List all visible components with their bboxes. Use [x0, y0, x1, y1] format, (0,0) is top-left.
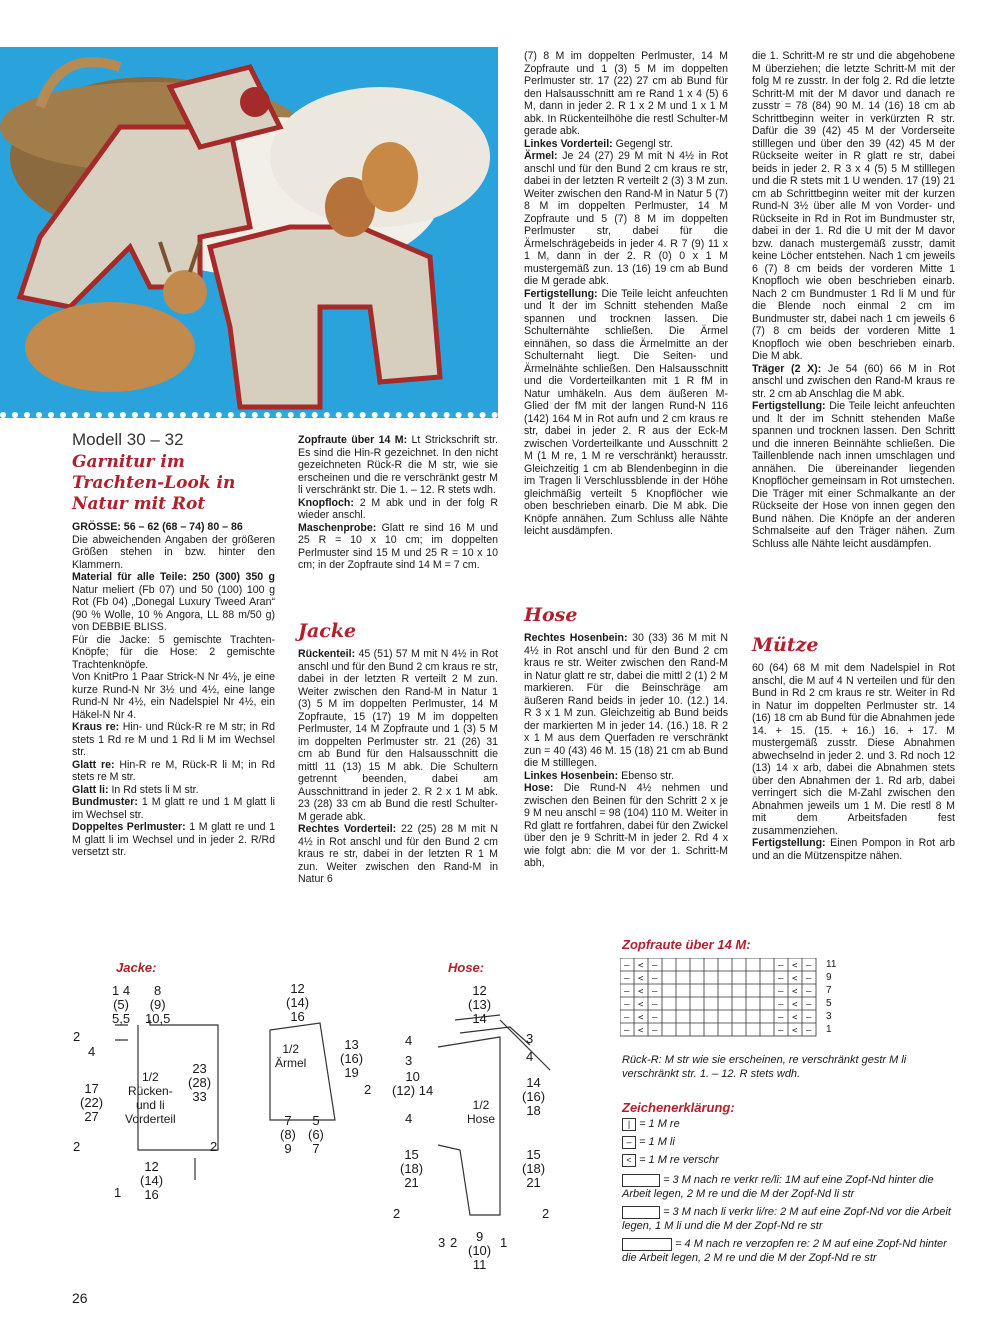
- hose-top: 12 (13) 14: [468, 983, 492, 1026]
- jacke-heading: Jacke: [298, 620, 357, 642]
- paragraph: Fertigstellung: Einen Pompon in Rot arb und an die Mützenspitze nähen.: [752, 837, 955, 862]
- chart-cell: –: [652, 1000, 658, 1010]
- chart-cell: <: [638, 1026, 644, 1036]
- paragraph: Fertigstellung: Die Teile leicht anfeuchten und lt der im Schnitt stehenden Maße spannen und trocknen lassen. Den Schritt und die inneren Beinnähte schließen. Die Taillenblende nach innen umschlagen und annähen. Die übereinander liegenden Knopflöcher gemeinsam in Rot umstechen. Die Träger mit einer Schmalkante an der Rückseite der Hose von innen gegen den Bund nähen. Die Knöpfe an der anderen Schmalseite auf den Träger nähen. Zum Schluss alle Nähte leicht ausdämpfen.: [752, 400, 955, 550]
- purl-symbol-icon: –: [622, 1136, 636, 1149]
- legend-item-verschr: < = 1 M re verschr: [622, 1153, 719, 1167]
- chart-cell: –: [652, 974, 658, 984]
- paragraph: Die abweichenden Angaben der größeren Größen stehen in bzw. hinter den Klammern.: [72, 533, 275, 571]
- cable-left-symbol-icon: [622, 1206, 660, 1219]
- chart-cell: <: [638, 974, 644, 984]
- jacke-bottom: 12 (14) 16: [140, 1159, 164, 1202]
- chart-cell: –: [806, 961, 812, 971]
- chart-cell: <: [638, 1000, 644, 1010]
- chart-cell: –: [806, 1013, 812, 1023]
- paragraph: Linkes Vorderteil: Gegengl str.: [524, 137, 673, 150]
- jacke-top-right-dim: 8 (9) 10,5: [145, 983, 171, 1026]
- jacke-top-left-dim: 1 4 (5) 5,5: [112, 983, 131, 1026]
- paragraph: Träger (2 X): Je 54 (60) 66 M in Rot anschl und zwischen den Rand-M kraus re str. 2 cm ab Anschlag die M abk.: [752, 362, 955, 400]
- chart-cell: –: [652, 961, 658, 971]
- chart-cell: –: [806, 974, 812, 984]
- aermel-bottom-left: 7 (8) 9: [280, 1113, 296, 1156]
- chart-cell: <: [638, 1013, 644, 1023]
- hose-bottom-2: 2: [450, 1235, 458, 1250]
- chart-cell: <: [792, 961, 798, 971]
- aermel-right: 13 (16) 19: [340, 1037, 364, 1080]
- chart-cell: <: [792, 987, 798, 997]
- paragraph: (7) 8 M im doppelten Perlmuster, 14 M Zopfraute und 1 (3) 5 M im doppelten Perlmuster str. 17 (22) 27 cm ab Bund für den Halsausschnitt am re Rand 1 x 4 (5) 6 M, dann in jeder 2. R 1 x 2 M und 1 x 1 M abk. In Rückenteilhöhe die restl Schulter-M gerade abk.: [524, 50, 728, 137]
- hose-left-2: 2: [393, 1206, 401, 1221]
- paragraph: Hose: Die Rund-N 4½ nehmen und zwischen den Beinen für den Schritt 2 x je 9 M neu anschl = 98 (104) 110 M. Weiter in Rd glatt re fortfahren, dabei für den Zwickel über den je 9 Schritt-M in jeder 2. Rd 4 x wie folgt abn: die M vor der 1. Schritt-M abh,: [524, 782, 728, 869]
- cable-right-symbol-icon: [622, 1174, 660, 1187]
- paragraph: Zopfraute über 14 M: Lt Strickschrift str. Es sind die Hin-R gezeichnet. In den nicht gezeichneten Rück-R die M str, wie sie erscheinen und die re verschränkt gestr M li verschränkt str. Die 1. – 12. R stets wdh.: [298, 434, 498, 496]
- text-column-2b: [298, 648, 498, 886]
- chart-note: Rück-R: M str wie sie erscheinen, re verschränkt gestr M li verschränkt str. 1. – 12. R stets wdh.: [622, 1054, 907, 1080]
- chart-row-label: 9: [826, 972, 832, 983]
- paragraph: Fertigstellung: Die Teile leicht anfeuchten und lt der im Schnitt stehenden Maße spannen und trocknen lassen. Die Schulternähte schließen. Die Ärmel einnähen, so dass die Ärmelmitte an der Schulternaht liegt. Die Seiten- und Ärmelnähte schließen. Den Halsausschnitt und die Vorderteilkanten mit 1 R fM in Natur umhäkeln. Aus dem äußeren M-Glied der fM mit der langen Rund-N 116 (142) 164 M in Rot aufn und 2 cm kraus re str, dabei in jeder 2. R aus der Eck-M zwischen Vorderteilkante und Ausschnitt 2 M (1 M re, 1 M re verschränkt) herausstr. Gleichzeitig 1 cm ab Blendenbeginn in die im Tragen li Verschlussblende in der Höhe gleichmäßig verteilt 5 Knopflöcher wie oben beschrieben einarb. Die M abk. Die Knöpfe annähen. Zum Schluss alle Nähte leicht ausdämpfen.: [524, 287, 728, 537]
- chart-cell: –: [806, 1026, 812, 1036]
- hose-right-a: 3: [526, 1031, 534, 1046]
- chart-cell: <: [638, 987, 644, 997]
- paragraph: Material für alle Teile: 250 (300) 350 g Natur meliert (Fb 07) und 50 (100) 100 g Rot (Fb 04) „Donegal Luxury Tweed Aran“ (90 % Wolle, 10 % Angora, LL 88 m/50 g) von DEBBIE BLISS.: [72, 571, 275, 633]
- hose-left-a: 4: [405, 1033, 413, 1048]
- text-column-4b: [752, 662, 955, 862]
- text-column-4: [752, 50, 955, 550]
- hose-bottom-1: 1: [500, 1235, 508, 1250]
- hose-bottom: 9 (10) 11: [468, 1229, 492, 1272]
- paragraph: Ärmel: Je 24 (27) 29 M mit N 4½ in Rot anschl und für den Bund 2 cm kraus re str, dabei in der letzten R verteilt 2 (3) 3 M zun. Weiter zwischen den Rand-M in Natur 5 (7) 8 M im doppelten Perlmuster, 14 M Zopfraute und 5 (7) 8 M im doppelten Perlmuster str, dabei für die Ärmelschrägebeids in jeder 4. R 7 (9) 11 x 1 M, dann in der 2. R (0) 0 x 1 M mustergemäß zun. 13 (16) 19 cm ab Bund die M gerade abk.: [524, 150, 728, 287]
- text-column-3b: [524, 632, 728, 870]
- legend-item-re: | = 1 M re: [622, 1117, 680, 1131]
- twisted-knit-symbol-icon: <: [622, 1154, 636, 1167]
- chart-row-label: 5: [826, 998, 832, 1009]
- chart-cell: –: [624, 1013, 630, 1023]
- hose-schematic-label: Hose:: [448, 960, 485, 975]
- paragraph: Knopfloch: 2 M abk und in der folg R wieder anschl.: [298, 496, 498, 521]
- chart-cell: –: [652, 1013, 658, 1023]
- chart-cell: –: [624, 1000, 630, 1010]
- chart-cell: –: [624, 961, 630, 971]
- paragraph: Rückenteil: 45 (51) 57 M mit N 4½ in Rot anschl und für den Bund 2 cm kraus re str, dabei in der letzten R verteilt 2 M zun. Weiter zwischen den Rand-M in Natur 1 (3) 5 M im doppelten Perlmuster, 14 M Zopfraute, 15 (17) 19 M im doppelten Perlmuster, 14 M Zopfraute und 1 (3) 5 M im doppelten Perlmuster str. 21 (26) 31 cm ab Bund für den Halsausschnitt die mittl 11 (13) 15 M abk. Die Schultern getrennt beenden, dabei am Ausschnittrand in jeder 2. R 2 x 1 M abk. 23 (28) 33 cm ab Bund die restl Schulter-M gerade abk.: [298, 648, 498, 823]
- hose-right-bottom: 15 (18) 21: [522, 1147, 546, 1190]
- hose-left-main: 10 (12) 14: [392, 1069, 434, 1098]
- hose-left-b: 3: [405, 1053, 413, 1068]
- aermel-center: 1/2 Ärmel: [275, 1042, 307, 1070]
- hose-bottom-3: 3: [438, 1235, 446, 1250]
- knit-symbol-icon: |: [622, 1118, 636, 1131]
- legend-title: Zeichenerklärung:: [622, 1100, 735, 1115]
- paragraph: Glatt re: Hin-R re M, Rück-R li M; in Rd stets re M str.: [72, 758, 275, 783]
- jacke-bottom-1: 1: [114, 1185, 122, 1200]
- chart-cell: –: [778, 974, 784, 984]
- paragraph: Für die Jacke: 5 gemischte Trachten-Knöpfe; für die Hose: 2 gemischte Trachtenknöpfe.: [72, 633, 275, 671]
- paragraph: Rechtes Hosenbein: 30 (33) 36 M mit N 4½ in Rot anschl und für den Bund 2 cm kraus re str. Weiter zwischen den Rand-M in Natur glatt re str, dabei die mittl 2 (1) 2 M markieren. Für die Beinschräge am äußeren Rand beids in jeder 10. (12.) 14. R 3 x 1 M zun. Gleichzeitig ab Bund beids der markierten M in jeder 14. (16.) 18. R 2 x 1 M aus dem Querfaden re verschränkt zun = 40 (43) 46 M. 15 (18) 21 cm ab Bund die M stilllegen.: [524, 632, 728, 769]
- jacke-center: 1/2 Rücken- und li Vorderteil: [125, 1070, 176, 1126]
- jacke-left-2b: 2: [73, 1139, 81, 1154]
- paragraph: 60 (64) 68 M mit dem Nadelspiel in Rot anschl, die M auf 4 N verteilen und für den Bund in Rd 2 cm kraus re str. Weiter in Rd in Natur im doppelten Perlmuster str. 14 (16) 18 cm ab Bund für die Abnahmen jede 14. + 15. (15. + 16.) 16. + 17. M mustergemäß zusstr. Diese Abnahmen abwechselnd in jeder 2. und 3. Rd noch 12 (13) 14 x arb, dabei die Abnahmen stets über den Abnahmen der 1. Rd arb, dabei verringert sich die M-Zahl zwischen den Abnahmen jeweils um 1 M. Die restl 8 M mit dem Arbeitsfaden fest zusammenziehen.: [752, 662, 955, 837]
- cable-chart-grid: [620, 958, 820, 1040]
- paragraph: Doppeltes Perlmuster: 1 M glatt re und 1 M glatt li im Wechsel und in jeder 2. R/Rd versetzt str.: [72, 821, 275, 858]
- chart-cell: –: [778, 1000, 784, 1010]
- chart-cell: –: [624, 987, 630, 997]
- chart-row-label: 3: [826, 1011, 832, 1022]
- chart-cell: –: [778, 987, 784, 997]
- jacke-left-main: 17 (22) 27: [80, 1081, 104, 1124]
- chart-cell: –: [652, 1026, 658, 1036]
- text-column-3: [524, 50, 728, 538]
- chart-row-label: 7: [826, 985, 832, 996]
- product-photo: [0, 47, 498, 418]
- paragraph: Rechtes Vorderteil: 22 (25) 28 M mit N 4½ in Rot anschl und für den Bund 2 cm kraus re str, dabei in der letzten R 1 M zun. Weiter zwischen den Rand-M in Natur 6: [298, 823, 498, 885]
- paragraph: Glatt li: In Rd stets li M str.: [72, 783, 199, 796]
- chart-row-label: 1: [826, 1024, 832, 1035]
- aermel-right-2: 2: [364, 1082, 372, 1097]
- cable-four-symbol-icon: [622, 1238, 672, 1251]
- jacke-right-2: 2: [210, 1139, 218, 1154]
- legend-cable-3: = 4 M nach re verzopfen re: 2 M auf eine Zopf-Nd hinter die Arbeit legen, 2 M re und die M der Zopf-Nd re str: [622, 1238, 947, 1264]
- aermel-bottom-right: 5 (6) 7: [308, 1113, 324, 1156]
- paragraph: GRÖSSE: 56 – 62 (68 – 74) 80 – 86: [72, 521, 243, 533]
- chart-title: Zopfraute über 14 M:: [622, 937, 751, 952]
- chart-cell: –: [624, 1026, 630, 1036]
- paragraph: Linkes Hosenbein: Ebenso str.: [524, 769, 675, 782]
- hose-center: 1/2 Hose: [467, 1098, 496, 1126]
- pattern-title: Garnitur im Trachten-Look in Natur mit Rot: [72, 452, 236, 514]
- hose-right-b: 4: [526, 1049, 534, 1064]
- jacke-left-2: 2: [73, 1029, 81, 1044]
- chart-cell: –: [778, 1013, 784, 1023]
- chart-cell: <: [638, 961, 644, 971]
- jacke-left-4: 4: [88, 1044, 96, 1059]
- legend-cable-1: = 3 M nach re verkr re/li: 1M auf eine Zopf-Nd hinter die Arbeit legen, 2 M re und die M der Zopf-Nd li str: [622, 1174, 934, 1200]
- chart-cell: <: [792, 974, 798, 984]
- paragraph: Von KnitPro 1 Paar Strick-N Nr 4½, je eine kurze Rund-N Nr 3½ und 4½, eine lange Rund-N Nr 4½, ein Nadelspiel Nr 4½, ein Häkel-N Nr 4.: [72, 671, 275, 721]
- chart-cell: –: [778, 1026, 784, 1036]
- hose-left-c: 4: [405, 1111, 413, 1126]
- chart-cell: –: [806, 987, 812, 997]
- jacke-schematic-label: Jacke:: [116, 960, 157, 975]
- aermel-top: 12 (14) 16: [286, 981, 310, 1024]
- legend-item-li: – = 1 M li: [622, 1135, 675, 1149]
- paragraph: Kraus re: Hin- und Rück-R re M str; in Rd stets 1 Rd re M und 1 Rd li M im Wechsel str.: [72, 721, 275, 758]
- chart-cell: <: [792, 1026, 798, 1036]
- hose-right-main: 14 (16) 18: [522, 1075, 546, 1118]
- jacke-right-main: 23 (28) 33: [188, 1061, 212, 1104]
- text-column-1: [72, 521, 275, 859]
- text-column-2: [298, 434, 498, 572]
- paragraph: die 1. Schritt-M re str und die abgehobene M überziehen; die letzte Schritt-M mit der folg M re zusstr. In der folg 2. Rd die letzte Schritt-M mit der M davor und danach re zusstr = 78 (84) 90 M. 14 (16) 18 cm ab Schrittbeginn weiter in verkürzten R str. Dafür die 39 (42) 45 M der Vorderseite stilllegen und über den 39 (42) 45 M der Rückseite weiter in R glatt re str, dabei beids in jeder 2. R 3 x 4 (5) 5 M stilllegen und die R stets mit 1 U wenden. 17 (19) 21 cm ab Schrittbeginn weiter mit der kurzen Rund-N 3½ über alle M von Vorder- und Rückseite in Rd in Rot im Bundmuster str, dabei in der 1. Rd die U mit der M davor bzw. danach mustergemäß zusstr, damit keine Löcher entstehen. Nach 1 cm jeweils 6 (7) 8 cm beids der vorderen Mitte 1 Knopfloch wie oben beschrieben einarb. Nach 2 cm Bundmuster 1 Rd li M und für die Blende noch einmal 2 cm im Bundmuster str, dabei nach 1 cm jeweils 6 (7) 8 cm beids der vorderen Mitte 1 Knopfloch wie oben beschrieben einarb. Die M abk.: [752, 50, 955, 362]
- chart-cell: –: [652, 987, 658, 997]
- hose-right-2: 2: [542, 1206, 550, 1221]
- hose-heading: Hose: [524, 604, 578, 626]
- chart-cell: <: [792, 1000, 798, 1010]
- chart-cell: <: [792, 1013, 798, 1023]
- page-number: 26: [72, 1290, 88, 1306]
- chart-row-label: 11: [826, 959, 837, 970]
- modell-number: Modell 30 – 32: [72, 430, 184, 449]
- chart-cell: –: [806, 1000, 812, 1010]
- muetze-heading: Mütze: [752, 634, 819, 656]
- chart-cell: –: [624, 974, 630, 984]
- chart-row-labels: [826, 958, 836, 1036]
- hose-left-bottom: 15 (18) 21: [400, 1147, 424, 1190]
- legend-cable-2: = 3 M nach li verkr li/re: 2 M auf eine Zopf-Nd vor die Arbeit legen, 1 M li und die M der Zopf-Nd re str: [622, 1206, 951, 1232]
- paragraph: Bundmuster: 1 M glatt re und 1 M glatt li im Wechsel str.: [72, 796, 275, 821]
- paragraph: Maschenprobe: Glatt re sind 16 M und 25 R = 10 x 10 cm; im doppelten Perlmuster sind 15 M und 25 R = 10 x 10 cm; in der Zopfraute sind 14 M = 7 cm.: [298, 521, 498, 571]
- chart-cell: –: [778, 961, 784, 971]
